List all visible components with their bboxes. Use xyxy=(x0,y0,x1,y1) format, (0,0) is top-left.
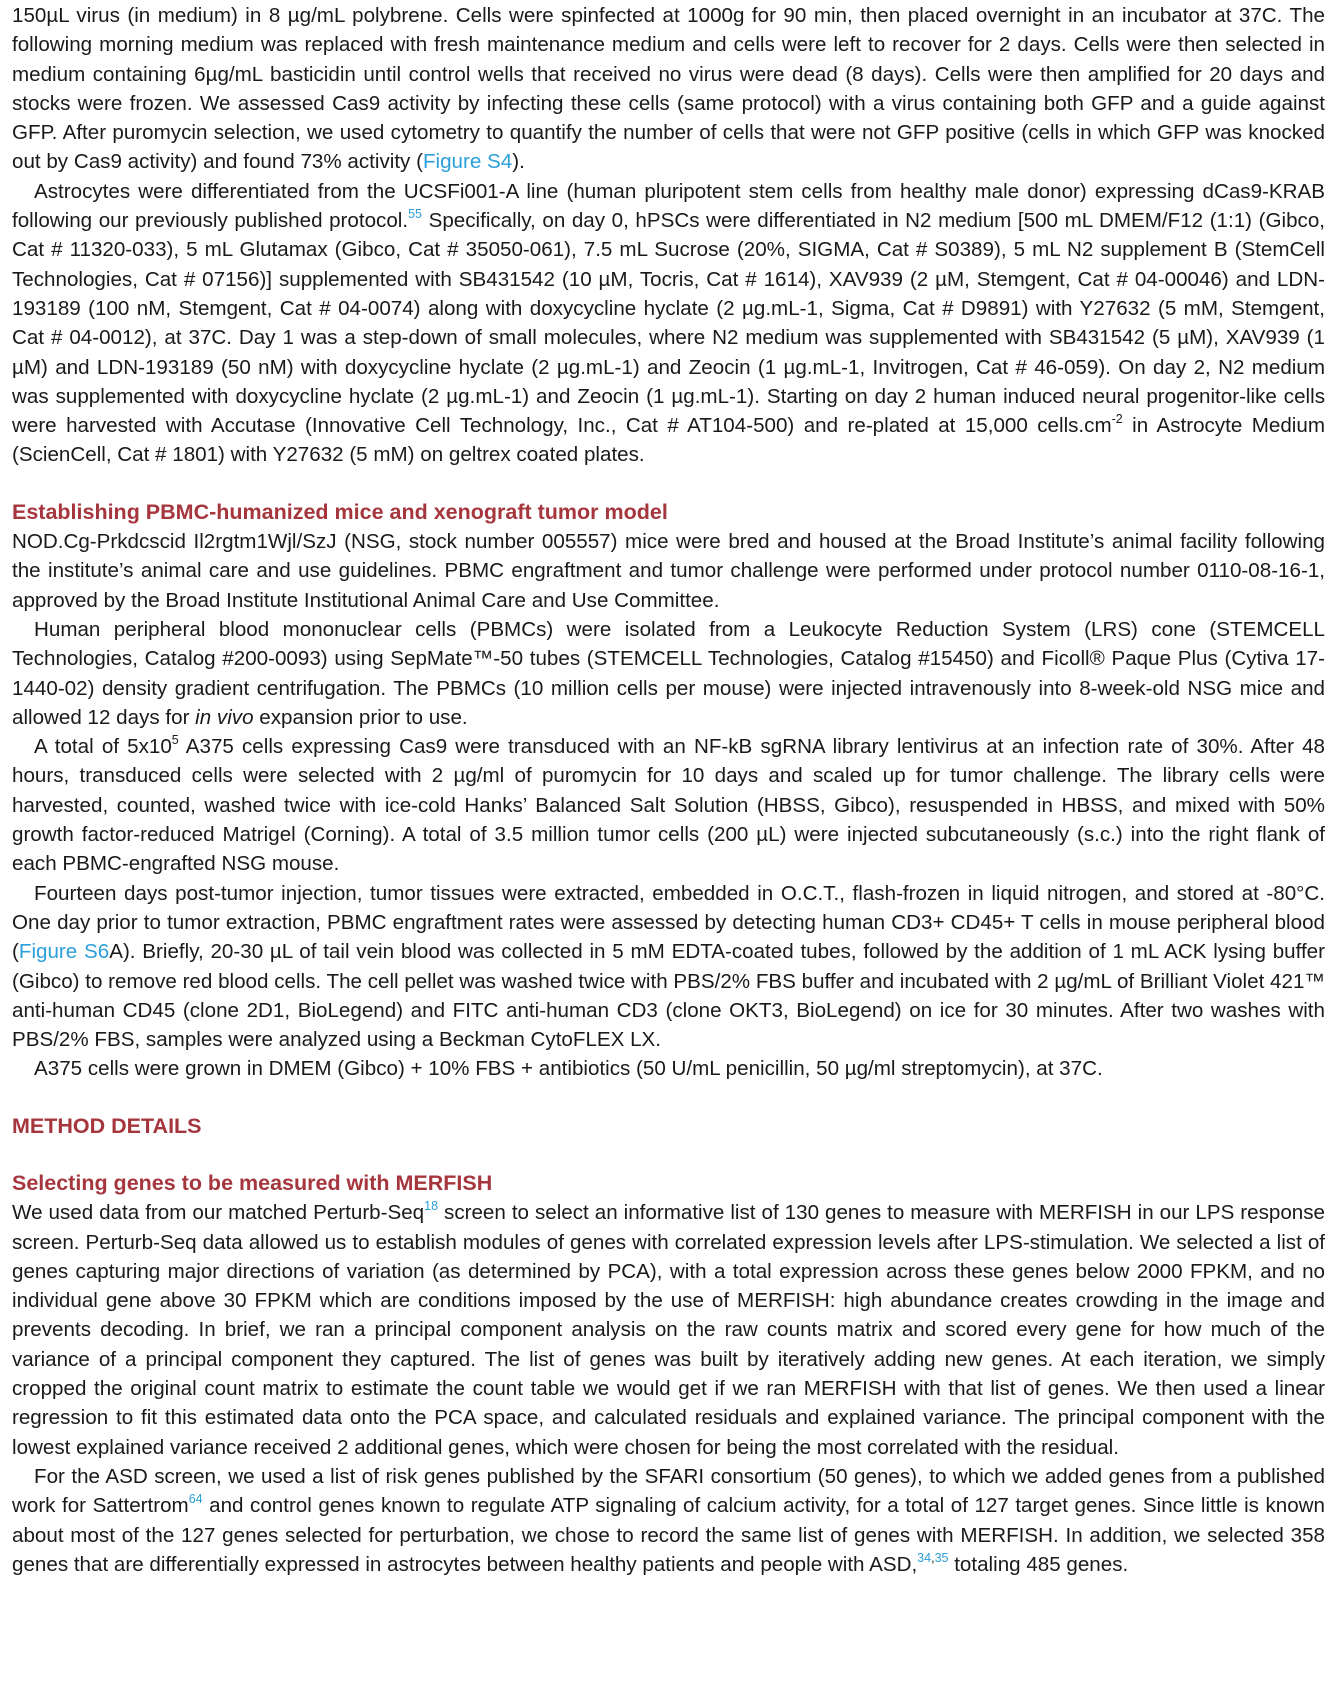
reference-64-link[interactable]: 64 xyxy=(188,1492,203,1507)
paragraph-text: in Astrocyte Medium (ScienCell, Cat # 1801) with Y27632 (5 mM) on geltrex coated plates. xyxy=(12,414,1325,467)
paragraph-pbmc-isolation xyxy=(12,615,1325,732)
section-heading-pbmc-mice: Establishing PBMC-humanized mice and xenograft tumor model xyxy=(12,499,668,524)
paragraph-a375-culture: A375 cells were grown in DMEM (Gibco) + 10% FBS + antibiotics (50 U/mL penicillin, 50 µg/ml streptomycin), at 37C. xyxy=(34,1057,1103,1081)
paragraph-a375-transduction xyxy=(12,732,1325,878)
paragraph-text: ). xyxy=(512,150,525,174)
section-heading-selecting-genes: Selecting genes to be measured with MERFISH xyxy=(12,1170,493,1195)
superscript: 5 xyxy=(171,733,179,748)
paragraph-text: We used data from our matched Perturb-Seq xyxy=(12,1201,425,1225)
figure-s6-link[interactable]: Figure S6 xyxy=(18,940,110,964)
paragraph-tumor-extraction xyxy=(12,879,1325,1055)
paragraph-text: Astrocytes were differentiated from the UCSFi001-A line (human pluripotent stem cells from healthy male donor) expressing dCas9-KRAB following our previously published protocol. xyxy=(12,179,1325,233)
paragraph-text: and control genes known to regulate ATP signaling of calcium activity, for a total of 127 target genes. Since little is known about most of the 127 genes selected for perturbation, we chose to record the same list of genes with MERFISH. In addition, we selected 358 genes that are differentially expressed in astrocytes between healthy patients and people with ASD, xyxy=(12,1494,1325,1576)
paragraph-text: A total of 5x10 xyxy=(34,735,172,759)
paragraph-text: expansion prior to use. xyxy=(253,705,468,729)
italic-text: in vivo xyxy=(195,705,254,729)
paragraph-text: totaling 485 genes. xyxy=(948,1552,1129,1576)
section-heading-method-details: METHOD DETAILS xyxy=(12,1113,202,1138)
paragraph-astrocyte-differentiation xyxy=(12,177,1325,470)
paragraph-text: Fourteen days post-tumor injection, tumor tissues were extracted, embedded in O.C.T., flash-frozen in liquid nitrogen, and stored at -80°C. One day prior to tumor extraction, PBMC engraftment rates were assessed by detecting human CD3+ CD45+ T cells in mouse peripheral blood ( xyxy=(12,881,1325,964)
paragraph-nsg-mice: NOD.Cg-Prkdcscid Il2rgtm1Wjl/SzJ (NSG, stock number 005557) mice were bred and housed at the Broad Institute’s animal facility following the institute’s animal care and use guidelines. PBMC engraftment and tumor challenge were performed under protocol number 0110-08-16-1, approved by the Broad Institute Institutional Animal Care and Use Committee. xyxy=(12,530,1325,612)
reference-34-link[interactable]: 34 xyxy=(917,1550,932,1565)
paragraph-gene-selection xyxy=(12,1198,1325,1462)
reference-55-link[interactable]: 55 xyxy=(408,207,422,222)
figure-s4-link[interactable]: Figure S4 xyxy=(422,150,513,174)
paragraph-text: Human peripheral blood mononuclear cells (PBMCs) were isolated from a Leukocyte Reduction System (LRS) cone (STEMCELL Technologies, Catalog #200-0093) using SepMate™-50 tubes (STEMCELL Technologies, Catalog #15450) and Ficoll® Paque Plus (Cytiva 17-1440-02) density gradient centrifugation. The PBMCs (10 million cells per mouse) were injected intravenously into 8-week-old NSG mice and allowed 12 days for xyxy=(12,617,1325,729)
paragraph-text: 150µL virus (in medium) in 8 µg/mL polybrene. Cells were spinfected at 1000g for 90 min, then placed overnight in an incubator at 37C. The following morning medium was replaced with fresh maintenance medium and cells were left to recover for 2 days. Cells were then selected in medium containing 6µg/mL basticidin until control wells that received no virus were dead (8 days). Cells were then amplified for 20 days and stocks were frozen. We assessed Cas9 activity by infecting these cells (same protocol) with a virus containing both GFP and a guide against GFP. After puromycin selection, we used cytometry to quantify the number of cells that were not GFP positive (cells in which GFP was knocked out by Cas9 activity) and found 73% activity ( xyxy=(12,4,1325,174)
paragraph-asd-screen xyxy=(12,1462,1325,1579)
paragraph-text: A). Briefly, 20-30 µL of tail vein blood was collected in 5 mM EDTA-coated tubes, followed by the addition of 1 mL ACK lysing buffer (Gibco) to remove red blood cells. The cell pellet was washed twice with PBS/2% FBS buffer and incubated with 2 µg/mL of Brilliant Violet 421™ anti-human CD45 (clone 2D1, BioLegend) and FITC anti-human CD3 (clone OKT3, BioLegend) on ice for 30 minutes. After two washes with PBS/2% FBS, samples were analyzed using a Beckman CytoFLEX LX. xyxy=(12,940,1325,1052)
paragraph-lentivirus-infection xyxy=(12,1,1325,177)
paragraph-text: screen to select an informative list of 130 genes to measure with MERFISH in our LPS response screen. Perturb-Seq data allowed us to establish modules of genes with correlated expression levels after LPS-stimulation. We selected a list of genes capturing major directions of variation (as determined by PCA), with a total expression across these genes below 2000 FPKM, and no individual gene above 30 FPKM which are conditions imposed by the use of MERFISH: high abundance creates crowding in the image and prevents decoding. In brief, we ran a principal component analysis on the raw counts matrix and scored every gene for how much of the variance of a principal component they captured. The list of genes was built by iteratively adding new genes. At each iteration, we simply cropped the original count matrix to estimate the count table we would get if we ran MERFISH with that list of genes. We then used a linear regression to fit this estimated data onto the PCA space, and calculated residuals and explained variance. The principal component with the lowest explained variance received 2 additional genes, which were chosen for being the most correlated with the residual. xyxy=(12,1201,1326,1459)
paragraph-text: For the ASD screen, we used a list of risk genes published by the SFARI consortium (50 genes), to which we added genes from a published work for Sattertrom xyxy=(12,1464,1325,1518)
reference-separator: , xyxy=(931,1550,935,1565)
paragraph-text: A375 cells expressing Cas9 were transduced with an NF-kB sgRNA library lentivirus at an infection rate of 30%. After 48 hours, transduced cells were selected with 2 µg/ml of puromycin for 10 days and scaled up for tumor challenge. The library cells were harvested, counted, washed twice with ice-cold Hanks’ Balanced Salt Solution (HBSS, Gibco), resuspended in HBSS, and mixed with 50% growth factor-reduced Matrigel (Corning). A total of 3.5 million tumor cells (200 µL) were injected subcutaneously (s.c.) into the right flank of each PBMC-engrafted NSG mouse. xyxy=(12,735,1325,876)
superscript: -2 xyxy=(1111,412,1123,427)
paragraph-text: Specifically, on day 0, hPSCs were differentiated in N2 medium [500 mL DMEM/F12 (1:1) (Gibco, Cat # 11320-033), 5 mL Glutamax (Gibco, Cat # 35050-061), 7.5 mL Sucrose (20%, SIGMA, Cat # S0389), 5 mL N2 supplement B (StemCell Technologies, Cat # 07156)] supplemented with SB431542 (10 µM, Tocris, Cat # 1614), XAV939 (2 µM, Stemgent, Cat # 04-00046) and LDN-193189 (100 nM, Stemgent, Cat # 04-0074) along with doxycycline hyclate (2 µg.mL-1, Sigma, Cat # D9891) with Y27632 (5 mM, Stemgent, Cat # 04-0012), at 37C. Day 1 was a step-down of small molecules, where N2 medium was supplemented with SB431542 (5 µM), XAV939 (1 µM) and LDN-193189 (50 nM) with doxycycline hyclate (2 µg.mL-1) and Zeocin (1 µg.mL-1, Invitrogen, Cat # 46-059). On day 2, N2 medium was supplemented with doxycycline hyclate (2 µg.mL-1) and Zeocin (1 µg.mL-1). Starting on day 2 human induced neural progenitor-like cells were harvested with Accutase (Innovative Cell Technology, Inc., Cat # AT104-500) and re-plated at 15,000 cells.cm xyxy=(12,209,1325,438)
reference-35-link[interactable]: 35 xyxy=(934,1550,949,1565)
reference-18-link[interactable]: 18 xyxy=(424,1199,439,1214)
